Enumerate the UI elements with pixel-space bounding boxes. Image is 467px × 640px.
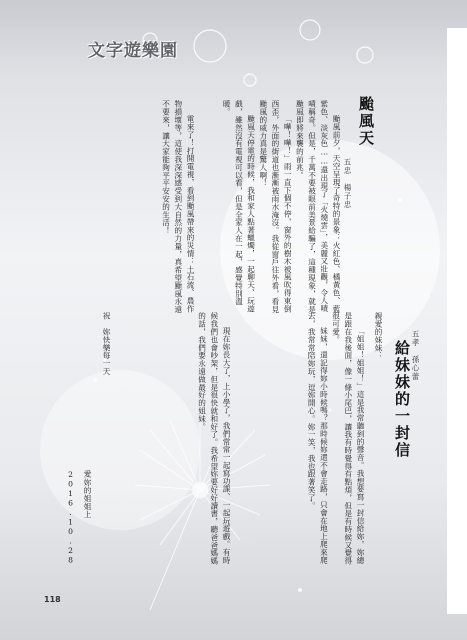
article-body — [198, 100, 342, 316]
article-paragraph: 妹妹，還記得妳小時候嗎？那時候妳還不會走路，只會在地上爬來爬去，我常常陪妳玩，逗妳開心。妳一笑，我也跟著笑了。 — [307, 312, 329, 565]
article-paragraph: 颱風天停電的時候，我和家人點著蠟燭，一起聊天、玩遊戲，雖然沒有電視可以看，但是全家人在一起，感覺特別溫暖。 — [222, 100, 256, 313]
article-title: 給妹妹的一封信 — [393, 340, 411, 459]
article-paragraph: 颱風前夕，天空呈現了奇特的景象：火紅色、橘黃色、藍紫色、淡灰色……還出現了「火燒雲」，美麗又壯觀，令人嘖嘖稱奇。但是，千萬不要被眼前美景給騙了，這種現象，就是颱風即將來襲的前兆。 — [295, 100, 341, 314]
article-body — [112, 312, 232, 570]
article-title: 颱風天 — [357, 96, 375, 147]
article-body — [88, 100, 196, 316]
letter-greeting: 親愛的妹妹： — [374, 312, 383, 360]
section-header — [88, 36, 206, 60]
article-paragraph: 電來了！打開電視，看到颱風帶來的災情：土石流、農作物損壞等，這使我深深感受到大自然的力量，真希望颱風永遠不要來，讓大家能夠平平安安的生活！ — [161, 100, 195, 314]
article-paragraph: 「姐姐！姐姐！」這是我常聽到的聲音。我想要寫一封信給妳，妳總是跟在我後面，像一條小尾巴，讓我有時覺得有點煩，但是有時候又覺得很可愛。 — [331, 312, 365, 565]
letter-date: 2016.10.28 — [66, 470, 75, 565]
article-body — [234, 312, 366, 570]
article-author: 五孝 孫心蕾 — [411, 330, 420, 381]
article-paragraph: 「嘩！嘩！」雨一直下個不停，窗外的樹木被風吹得東倒西歪，外面的街道也漸漸被雨水淹沒。我從窗戶往外看，看見颱風的威力真是驚人啊！ — [258, 100, 293, 314]
article-paragraph: 現在妳長大了，上小學了，我們常常一起寫功課、一起玩遊戲。有時候我們也會吵架，但是很快就和好了。我希望妳要好好讀書，聽爸爸媽媽的話，我們要永遠做最好的姐妹。 — [197, 312, 231, 565]
page-number: 118 — [44, 595, 61, 604]
section-title: 文字遊樂園 — [88, 40, 178, 61]
letter-closing: 祝 妳快樂每一天 — [102, 312, 111, 376]
page-margin — [447, 28, 467, 614]
article-author: 五忠 楊子忠 — [343, 158, 352, 209]
letter-signature: 愛妳的姐姐上 — [83, 470, 92, 519]
